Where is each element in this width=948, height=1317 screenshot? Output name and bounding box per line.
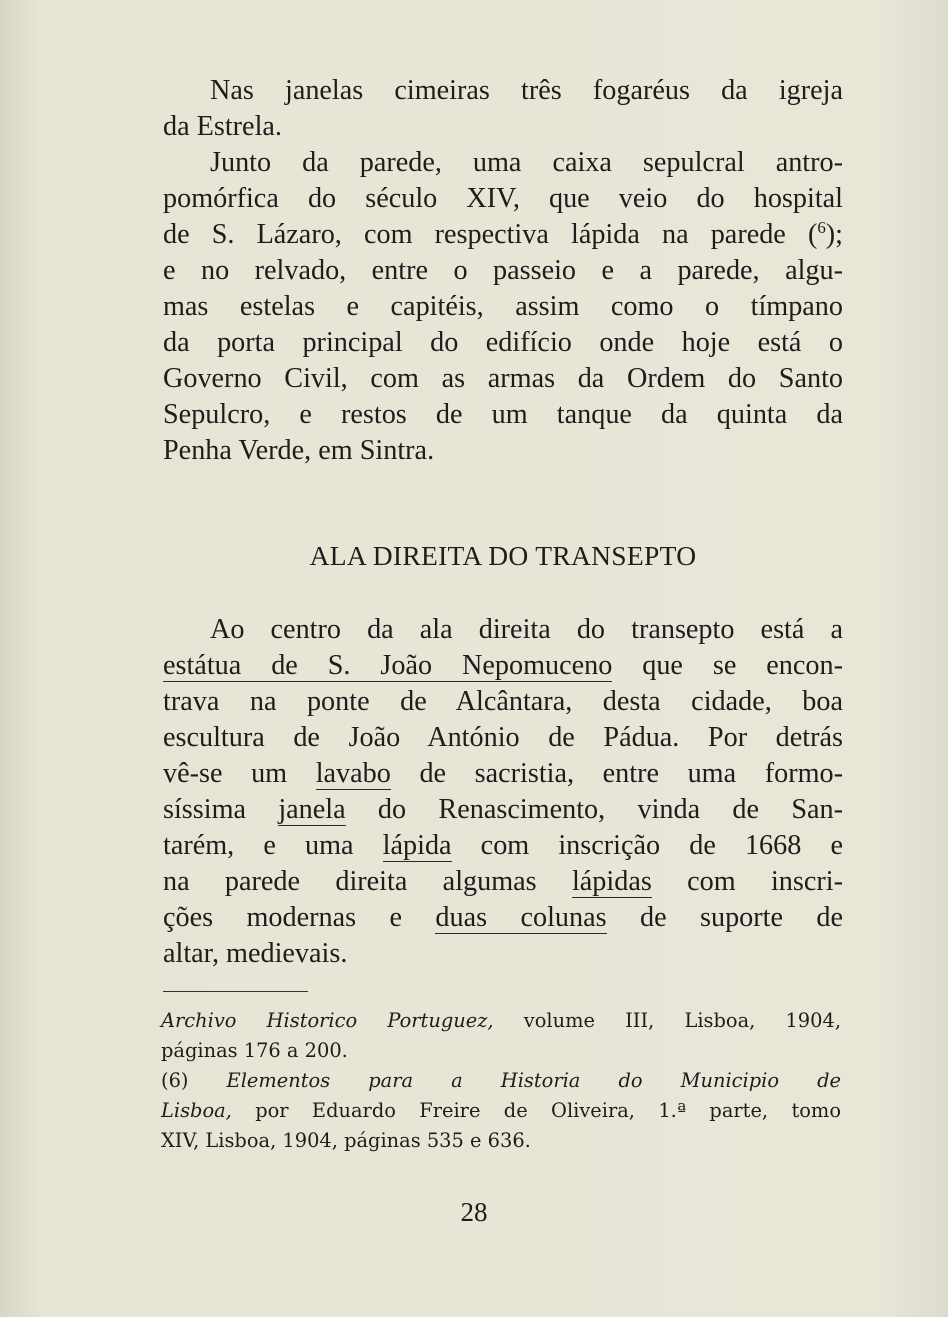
text-line: Ao centro da ala direita do transepto está a — [210, 614, 843, 645]
footnote-line: Lisboa, por Eduardo Freire de Oliveira, 1.ª parte, tomo — [161, 1099, 841, 1122]
text-line: da porta principal do edifício onde hoje está o — [163, 327, 843, 358]
underlined-term: janela — [278, 794, 346, 825]
text-line: de S. Lázaro, com respectiva lápida na parede ($^6$); — [163, 217, 843, 250]
footnote-line: páginas 176 a 200. — [161, 1039, 348, 1062]
text-line: vê-se um lavabo de sacristia, entre uma formo- — [163, 758, 843, 789]
text-line: pomórfica do século XIV, que veio do hospital — [163, 183, 843, 214]
footnote-mark: (6) — [161, 1069, 189, 1092]
footnote-line: XIV, Lisboa, 1904, páginas 535 e 636. — [161, 1129, 531, 1152]
text-line: Penha Verde, em Sintra. — [163, 435, 435, 466]
underlined-term: lavabo — [315, 758, 391, 789]
text-line: na parede direita algumas lápidas com inscri- — [163, 866, 843, 897]
page-number: 28 — [460, 1197, 488, 1227]
text-line: síssima janela do Renascimento, vinda de San- — [163, 794, 843, 825]
text-line: estátua de S. João Nepomuceno que se encon- — [163, 650, 843, 681]
text-line: Junto da parede, uma caixa sepulcral antro- — [210, 147, 843, 178]
text-line: mas estelas e capitéis, assim como o tímpano — [163, 291, 843, 322]
footnote-5 — [161, 1006, 841, 1066]
paragraph-estrela — [163, 73, 843, 469]
text-line: Governo Civil, com as armas da Ordem do Santo — [163, 363, 843, 394]
underlined-term: lápidas — [571, 866, 652, 897]
text-line: ções modernas e duas colunas de suporte de — [163, 902, 843, 933]
text-line: altar, medievais. — [163, 938, 348, 969]
paragraph-transepto — [163, 612, 843, 972]
underlined-term: estátua de S. João Nepomuceno — [163, 650, 613, 681]
footnote-6 — [161, 1066, 841, 1156]
underlined-term: lápida — [382, 830, 452, 861]
text-line: tarém, e uma lápida com inscrição de 1668 e — [163, 830, 843, 861]
footnote-ref: 6 — [817, 217, 826, 237]
text-line: Sepulcro, e restos de um tanque da quinta da — [163, 399, 843, 430]
text-line: escultura de João António de Pádua. Por detrás — [163, 722, 843, 753]
text-line: Nas janelas cimeiras três fogaréus da igreja — [210, 75, 843, 106]
footnote-line: Archivo Historico Portuguez, volume III, Lisboa, 1904, — [161, 1009, 841, 1032]
underlined-term: duas colunas — [435, 902, 607, 933]
footnote-line: (6) Elementos para a Historia do Municipio de — [161, 1069, 841, 1092]
text-line: da Estrela. — [163, 111, 282, 142]
footnote-divider — [163, 991, 308, 992]
text-line: e no relvado, entre o passeio e a parede, algu- — [163, 255, 843, 286]
text-line: trava na ponte de Alcântara, desta cidade, boa — [163, 686, 843, 717]
section-heading: ALA DIREITA DO TRANSEPTO — [309, 540, 697, 571]
